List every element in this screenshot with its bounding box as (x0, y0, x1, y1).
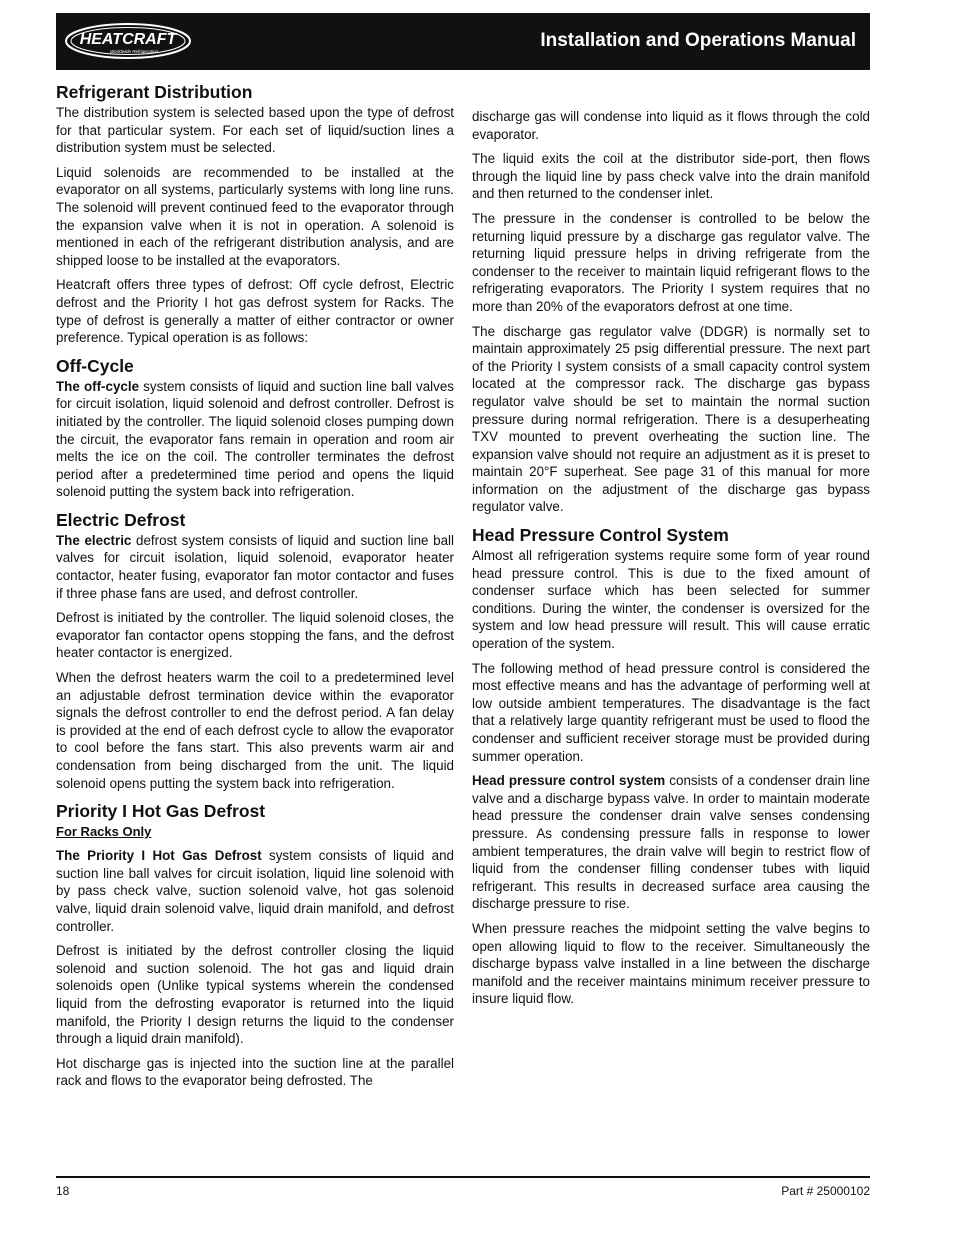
footer-rule (56, 1176, 870, 1178)
lead-text: The Priority I Hot Gas Defrost (56, 848, 262, 864)
paragraph: Defrost is initiated by the controller. The liquid solenoid closes, the evaporator fan contactor opens stopping the fans, and the defrost heater contactor is energized. (56, 610, 454, 661)
section-title-head-pressure: Head Pressure Control System (472, 525, 729, 546)
paragraph: The discharge gas regulator valve (DDGR) is normally set to maintain approximately 25 psig differential pressure. The next part of the Priority I system consists of a small capacity control system located at the compressor rack. The discharge gas bypass regulator valve should be set to maintain the normal suction pressure during normal refrigeration. There is a desuperheating TXV mounted to prevent overheating the suction line. The expansion valve should not require an adjustment as it is preset to maintain 20°F superheat. See page 31 of this manual for more information on the adjustment of the discharge gas bypass regulator valve. (472, 323, 870, 515)
section-title-priority-hot-gas: Priority I Hot Gas Defrost (56, 801, 266, 822)
paragraph: The liquid exits the coil at the distributor side-port, then flows through the liquid line by pass check valve into the drain manifold and then returned to the condenser inlet. (472, 151, 870, 202)
svg-text:HEATCRAFT: HEATCRAFT (79, 31, 177, 48)
paragraph: Liquid solenoids are recommended to be installed at the evaporator on all systems, particularly systems with long line runs. The solenoid will prevent continued feed to the evaporator through the expansion valve when it is not in operation. A solenoid is mentioned in each of the refrigerant distribution analysis, and are shipped loose to be installed at the evaporators. (56, 164, 454, 268)
section-title-refrigerant-distribution: Refrigerant Distribution (56, 82, 253, 102)
svg-text:Worldwide Refrigeration: Worldwide Refrigeration (109, 49, 159, 54)
paragraph: When pressure reaches the midpoint setting the valve begins to open allowing liquid to flow to the receiver. Simultaneously the discharge bypass valve installed in a line between the discharge manifold and the receiver maintains minimum receiver pressure to insure liquid flow. (472, 920, 870, 1007)
paragraph: discharge gas will condense into liquid as it flows through the cold evaporator. (472, 109, 870, 142)
left-column (56, 80, 454, 1097)
section-title-electric-defrost: Electric Defrost (56, 509, 186, 530)
paragraph (56, 847, 454, 935)
paragraph: The following method of head pressure control is considered the most effective means and has the advantage of performing well at low outside ambient temperatures. The disadvantage is the fact that a relatively large quantity refrigerant must be used to flood the condenser and sufficient receiver storage must be provided during summer operation. (472, 660, 870, 764)
header-title: Installation and Operations Manual (540, 30, 856, 51)
subsection-title-for-racks: For Racks Only (56, 824, 152, 840)
paragraph (56, 378, 454, 501)
paragraph: The distribution system is selected based upon the type of defrost for that particular system. For each set of liquid/suction lines a distribution system must be selected. (56, 105, 454, 156)
part-number: Part # 25000102 (781, 1184, 870, 1198)
heatcraft-logo (64, 22, 192, 60)
body-text: consists of a condenser drain line valve and a discharge bypass valve. In order to maintain moderate head pressure the condenser drain valve senses condensing pressure. As condensing pressure falls in response to lower ambient temperatures, the drain valve will begin to restrict flow of liquid from the condenser filling condenser tubes with liquid refrigerant. This results in decreased surface area causing the discharge pressure to rise. (472, 773, 870, 912)
section-title-off-cycle: Off-Cycle (56, 355, 134, 376)
lead-text: The off-cycle (56, 378, 140, 394)
paragraph: When the defrost heaters warm the coil to a predetermined level an adjustable defrost termination device within the evaporator signals the defrost controller to end the defrost period. A fan delay is provided at the end of each defrost cycle to allow the evaporator to cool before the fans start. This also prevents warm air and condensation from being discharged from the unit. The liquid solenoid opens putting the system back into refrigeration. (56, 670, 454, 791)
page-number: 18 (56, 1184, 70, 1198)
body-text: system consists of liquid and suction line ball valves for circuit isolation, liquid solenoid and defrost controller. Defrost is initiated by the controller. The liquid solenoid closes pumping down the circuit, the evaporator fans remain in operation and room air melts the ice on the coil. The controller terminates the defrost period after a predetermined time period and opens the liquid solenoid putting the system back into refrigeration. (56, 378, 454, 500)
right-column (472, 108, 870, 1015)
paragraph (56, 532, 454, 602)
paragraph: Defrost is initiated by the defrost controller closing the liquid solenoid and suction solenoid. The hot gas and liquid drain solenoids open (Unlike typical systems wherein the condensed liquid from the defrosting evaporator is returned into the liquid manifold, the Priority I design returns the liquid to the condenser through a liquid drain manifold). (56, 943, 454, 1047)
paragraph (472, 772, 870, 913)
body-text: defrost system consists of liquid and suction line ball valves for circuit isolation, liquid solenoid, evaporator heater contactor, heater fusing, evaporator fan motor contactor and fuses if three phase fans are used, and defrost controller. (56, 532, 454, 601)
paragraph: Hot discharge gas is injected into the suction line at the parallel rack and flows to the evaporator being defrosted. The (56, 1055, 454, 1089)
paragraph: Heatcraft offers three types of defrost: Off cycle defrost, Electric defrost and the Priority I hot gas defrost system for Racks. The type of defrost is generally a matter of either contractor or owner preference. Typical operation is as follows: (56, 277, 454, 346)
body-text: system consists of liquid and suction line ball valves for circuit isolation, liquid line solenoid with by pass check valve, suction solenoid valve, hot gas solenoid valve, liquid drain solenoid valve, liquid drain manifold, and defrost controller. (56, 848, 454, 934)
lead-text: The electric (56, 532, 132, 548)
lead-text: Head pressure control system (472, 773, 666, 789)
header-bar (56, 13, 870, 70)
paragraph: The pressure in the condenser is controlled to be below the returning liquid pressure by a discharge gas regulator valve. The returning liquid pressure helps in driving refrigerate from the condenser to the receiver to maintain liquid refrigerant flows to the refrigerating evaporators. The Priority I system requires that no more than 20% of the evaporators defrost at one time. (472, 210, 870, 314)
paragraph: Almost all refrigeration systems require some form of year round head pressure control. This is due to the fixed amount of condenser surface which has been selected for summer conditions. During the winter, the condenser is oversized for the system and low head pressure will result. This will cause erratic operation of the system. (472, 548, 870, 652)
